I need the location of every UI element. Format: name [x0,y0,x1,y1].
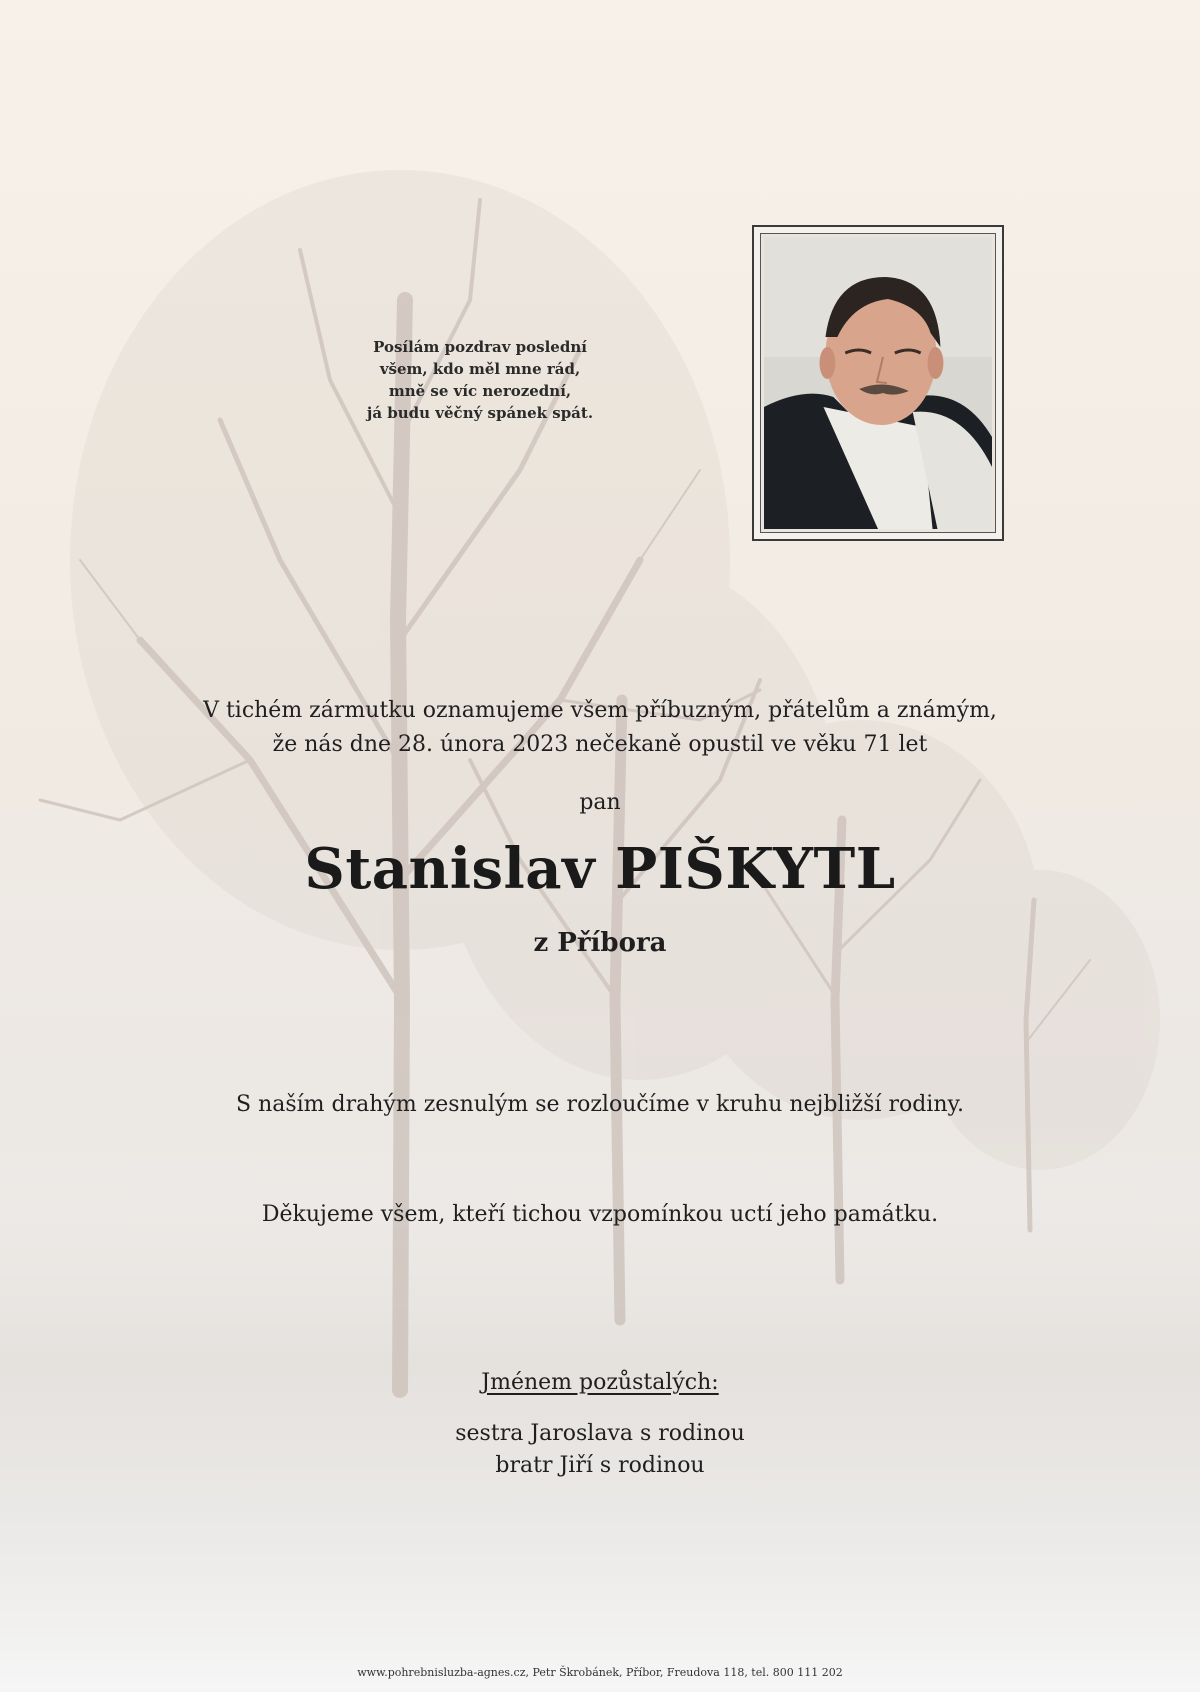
survivors-list [0,1418,1200,1482]
verse-line: mně se víc nerozední, [388,382,572,400]
verse-line: všem, kdo měl mne rád, [379,360,581,378]
announcement-line: že nás dne 28. února 2023 nečekaně opustil ve věku 71 let [272,732,928,757]
survivors-heading [0,1370,1200,1395]
death-announcement [0,694,1200,762]
deceased-name: Stanislav PIŠKYTL [304,836,896,902]
funeral-service-footer: www.pohrebnisluzba-agnes.cz, Petr Škrobánek, Příbor, Freudova 118, tel. 800 111 202 [357,1666,843,1679]
honorific: pan [579,790,621,815]
verse-line: Posílám pozdrav poslední [373,338,587,356]
portrait-illustration [764,237,992,529]
survivor-entry: bratr Jiří s rodinou [495,1453,705,1478]
verse-line: já budu věčný spánek spát. [366,404,594,422]
survivors-heading-text: Jménem pozůstalých: [481,1370,719,1395]
portrait-frame [752,225,1004,541]
thanks-message: Děkujeme všem, kteří tichou vzpomínkou uctí jeho památku. [261,1202,939,1227]
portrait-photo [760,233,996,533]
farewell-notice: S naším drahým zesnulým se rozloučíme v kruhu nejbližší rodiny. [236,1092,964,1117]
memorial-verse [270,336,690,424]
survivor-entry: sestra Jaroslava s rodinou [455,1421,745,1446]
place-of-origin: z Příbora [533,928,667,958]
announcement-line: V tichém zármutku oznamujeme všem příbuzným, přátelům a známým, [203,698,997,723]
